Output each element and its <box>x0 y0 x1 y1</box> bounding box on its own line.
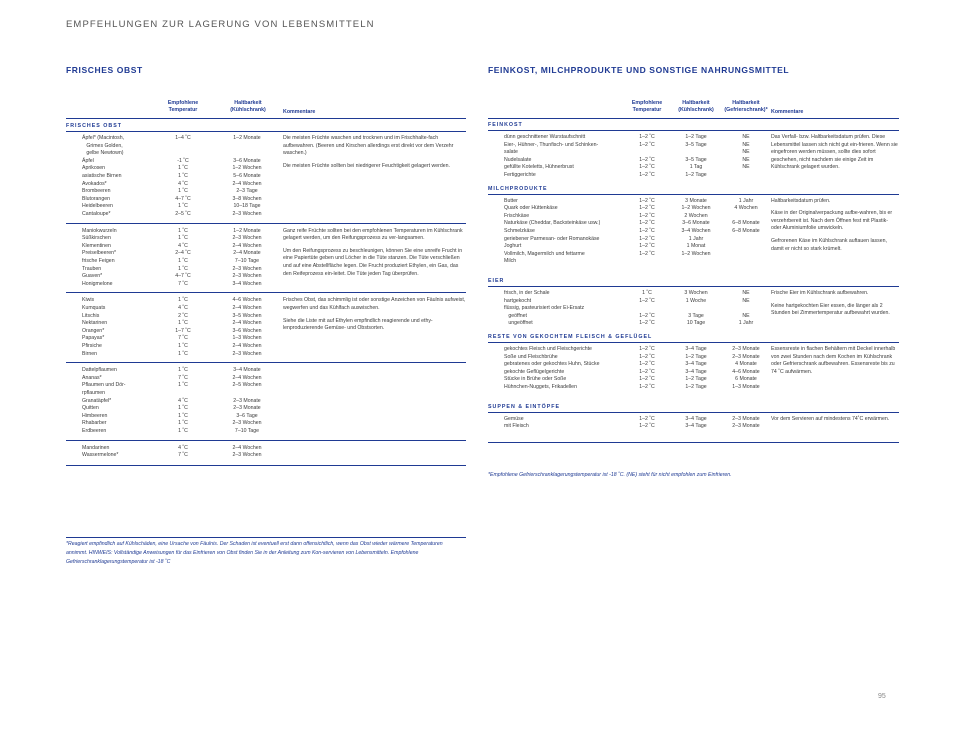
right-header-temp: Empfohlene Temperatur <box>631 100 663 113</box>
left-footnote: *Reagiert empfindlich auf Kühlschäden, eine Ursache von Fäulnis. Der Schaden ist eventuell erst dann offensichtlich, wenn das Obst wieder wärmere Temperaturen annimmt. HINWEIS: Vollständige Anweisungen für das Einfrieren von Obst finden Sie in der Anleitung zum Kon-servieren von Lebensmitteln. Empfohlene Gefrierschranklagerungstemperatur ist -18 ˚C <box>66 541 443 565</box>
freezer-life: 2–3 Monate <box>732 346 760 352</box>
table-row <box>66 367 466 375</box>
temperature: 1 ˚C <box>178 235 188 242</box>
temperature: 1–2 ˚C <box>639 141 655 148</box>
left-header-comment: Kommentare <box>283 109 316 115</box>
freezer-life: 6–8 Monate <box>732 220 760 227</box>
comment-paragraph: Das Verfall- bzw. Haltbarkeitsdatum prüfen. Diese Lebensmittel lassen sich nicht gut ein-frieren. Wenn sie eingefroren werden müssen, sollte dies sofort geschehen, nicht nachdem sie einige Zeit im Kühlschrank gelagert wurden. <box>771 134 898 171</box>
freezer-life: NE <box>742 141 750 148</box>
shelf-life: 7–10 Tage <box>234 257 260 264</box>
temperature: -1 ˚C <box>177 157 189 164</box>
comment <box>283 297 466 337</box>
fruit-name: Litschis <box>82 312 100 319</box>
table-row <box>66 181 466 189</box>
shelf-life: 2–4 Wochen <box>232 320 262 327</box>
fruit-name: Ananas* <box>82 374 102 381</box>
fruit-name: Aprikosen <box>82 165 106 172</box>
fruit-name: Papayas* <box>82 335 105 342</box>
shelf-life: 2–4 Wochen <box>232 180 262 187</box>
fruit-name: Himbeeren <box>82 412 108 419</box>
shelf-life: 10 Tage <box>686 320 706 327</box>
table-row <box>66 390 466 398</box>
table-row <box>488 384 899 392</box>
item-name: Schmelzkäse <box>504 227 535 234</box>
comment <box>283 135 466 175</box>
table-row <box>66 343 466 351</box>
fruit-name: Cantaloupe* <box>82 210 111 217</box>
table-row <box>488 258 899 266</box>
shelf-life: 2 Wochen <box>684 212 708 219</box>
temperature: 2 ˚C <box>178 312 188 319</box>
shelf-life: 3–6 Monate <box>233 157 261 164</box>
left-category: FRISCHES OBST <box>66 123 122 129</box>
item-name: ungeöffnet <box>504 320 533 327</box>
table-row <box>66 428 466 436</box>
temperature: 1–2 ˚C <box>639 320 655 327</box>
shelf-life: 1–2 Monate <box>233 227 261 234</box>
item-name: gefüllte Koteletts, Hühnerbrust <box>504 164 574 171</box>
fruit-name: frische Feigen <box>82 257 115 264</box>
category-rule <box>488 342 899 343</box>
fruit-name: Erdbeeren <box>82 427 107 434</box>
shelf-life: 2–3 Monate <box>233 405 261 412</box>
comment-paragraph: Gefrorenen Käse im Kühlschrank auftauen lassen, damit er nicht so stark krümelt. <box>771 237 887 252</box>
right-section-title: FEINKOST, MILCHPRODUKTE UND SONSTIGE NAHRUNGSMITTEL <box>488 65 790 75</box>
fruit-group <box>66 445 466 460</box>
item-name: Butter <box>504 197 518 204</box>
temperature: 1 ˚C <box>178 172 188 179</box>
temperature: 1 ˚C <box>178 412 188 419</box>
freezer-life: NE <box>742 156 750 163</box>
freezer-life: NE <box>742 149 750 156</box>
temperature: 1 ˚C <box>178 382 188 389</box>
fruit-name: Kiwis <box>82 297 95 304</box>
fruit-name: Süßkirschen <box>82 235 111 242</box>
item-name: Quark oder Hüttenkäse <box>504 205 558 212</box>
fruit-group <box>66 367 466 435</box>
freezer-life: NE <box>742 164 750 171</box>
right-header-freeze: Haltbarkeit (Gefrierschrank)* <box>724 100 768 113</box>
fruit-name: Preiselbeeren* <box>82 250 117 257</box>
right-header-rule <box>488 118 899 119</box>
freezer-life: 6–8 Monate <box>732 227 760 234</box>
left-footnote-rule <box>66 537 466 538</box>
comment-paragraph: Ganz reife Früchte sollten bei den empfohlenen Temperaturen im Kühlschrank gelagert werden, um den Reifungsprozess zu ver-langsamen. <box>283 227 463 242</box>
temperature: 1–2 ˚C <box>639 220 655 227</box>
table-row <box>66 196 466 204</box>
fruit-name: asiatische Birnen <box>82 172 122 179</box>
freezer-life: 1 Jahr <box>738 320 754 327</box>
category-label: RESTE VON GEKOCHTEM FLEISCH & GEFLÜGEL <box>488 334 653 340</box>
comment-paragraph: Vor dem Servieren auf mindestens 74˚C erwärmen. <box>771 415 890 422</box>
temperature: 1–2 ˚C <box>639 415 655 422</box>
freezer-life: NE <box>742 297 750 304</box>
table-end-rule <box>66 465 466 466</box>
comment-paragraph: Die meisten Früchte sollten bei niedrigerer Feuchtigkeit gelagert werden. <box>283 162 450 169</box>
shelf-life: 3 Wochen <box>684 290 708 296</box>
group-divider <box>66 440 466 441</box>
fruit-name: Äpfel <box>82 157 94 164</box>
shelf-life: 3–8 Wochen <box>232 195 262 202</box>
shelf-life: 1–2 Tage <box>685 353 707 360</box>
temperature: 1 ˚C <box>178 188 188 195</box>
freezer-life: 4 Monate <box>735 361 757 368</box>
comment <box>283 228 466 284</box>
shelf-life: 1–2 Wochen <box>681 250 711 257</box>
fruit-name: gelbe Newtown) <box>82 150 124 157</box>
item-name: Soße und Fleischbrühe <box>504 353 558 360</box>
right-footnote: *Empfohlene Gefrierschranklagerungstemperatur ist -18 ˚C. (NE) steht für nicht empfohlen zum Einfrieren. <box>488 472 732 478</box>
fruit-name: Heidelbeeren <box>82 203 113 210</box>
fruit-name: Birnen <box>82 350 97 357</box>
item-name: gebratenes oder gekochtes Huhn, Stücke <box>504 361 600 368</box>
temperature: 1–2 ˚C <box>639 368 655 375</box>
fruit-name: rpflaumen <box>82 389 106 396</box>
temperature: 1–2 ˚C <box>639 212 655 219</box>
temperature: 1–2 ˚C <box>639 423 655 430</box>
shelf-life: 3–5 Tage <box>685 156 707 163</box>
fruit-name: Brombeeren <box>82 188 111 195</box>
comment <box>771 346 899 381</box>
shelf-life: 3–5 Wochen <box>232 312 262 319</box>
shelf-life: 2–3 Wochen <box>232 273 262 280</box>
item-name: gekochte Geflügelgerichte <box>504 368 565 375</box>
comment-paragraph: Käse in der Originalverpackung aufbe-wahren, bis er verzehrbereit ist. Nach dem Öffnen fest mit Plastik- oder Aluminiumfolie umwickeln. <box>771 210 893 232</box>
fruit-name: Quitten <box>82 405 99 412</box>
temperature: 1 ˚C <box>178 227 188 234</box>
shelf-life: 2–3 Monate <box>233 397 261 404</box>
shelf-life: 1 Tag <box>689 164 703 171</box>
fruit-name: Blutorangen <box>82 195 110 202</box>
comment <box>771 416 899 429</box>
table-row <box>66 375 466 383</box>
temperature: 1–2 ˚C <box>639 346 655 352</box>
freezer-life: 6 Monate <box>735 376 757 383</box>
temperature: 1–4 ˚C <box>175 135 191 141</box>
temperature: 1 ˚C <box>178 297 188 304</box>
temperature: 1 ˚C <box>178 350 188 357</box>
left-table <box>66 100 466 490</box>
fruit-name: Pfirsiche <box>82 342 102 349</box>
item-name: frisch, in der Schale <box>504 290 550 296</box>
table-row <box>66 398 466 406</box>
group-divider <box>66 223 466 224</box>
shelf-life: 3–6 Monate <box>682 220 710 227</box>
item-name: dünn geschnittener Wurstaufschnitt <box>504 134 586 140</box>
shelf-life: 3–5 Tage <box>685 141 707 148</box>
shelf-life: 2–3 Wochen <box>232 265 262 272</box>
item-name: Naturkäse (Cheddar, Backsteinkäse usw.) <box>504 220 601 227</box>
freezer-life: 4 Wochen <box>734 205 758 212</box>
shelf-life: 3–4 Wochen <box>681 227 711 234</box>
shelf-life: 1–2 Wochen <box>681 205 711 212</box>
fruit-name: Dattelpflaumen <box>82 367 117 374</box>
left-category-rule <box>66 131 466 132</box>
temperature: 1 ˚C <box>178 367 188 374</box>
temperature: 1–2 ˚C <box>639 361 655 368</box>
shelf-life: 1–3 Wochen <box>232 335 262 342</box>
comment <box>771 134 899 177</box>
right-table <box>488 100 899 472</box>
fruit-name: Grimes Golden, <box>82 142 123 149</box>
comment-paragraph: Frisches Obst, das schimmlig ist oder sonstige Anzeichen von Fäulnis aufweist, wegwerfen und das Kühlfach auswischen. <box>283 297 466 311</box>
fruit-name: Guaven* <box>82 273 103 280</box>
temperature: 1 ˚C <box>178 427 188 434</box>
temperature: 1–2 ˚C <box>639 383 655 390</box>
temperature: 2–4 ˚C <box>175 250 191 257</box>
fruit-name: Mandarinen <box>82 444 110 451</box>
table-row <box>66 413 466 421</box>
freezer-life: 1–3 Monate <box>732 383 760 390</box>
comment-paragraph: Um den Reifungsprozess zu beschleunigen, können Sie eine unreife Frucht in eine Papiertüte geben und Löcher in die Tüte stanzen. Die Tüte verschließen und auf eine Abstellfläche legen. Die Frucht produziert Ethylen, ein Gas, das den Reifeprozess ein-leitet. Die Tüte jeden Tag überprüfen. <box>283 247 463 277</box>
shelf-life: 3–6 Wochen <box>232 327 262 334</box>
group-divider <box>66 292 466 293</box>
comment-paragraph: Frische Eier im Kühlschrank aufbewahren. <box>771 290 869 296</box>
item-name: mit Fleisch <box>504 423 529 430</box>
shelf-life: 2–4 Wochen <box>232 242 262 249</box>
temperature: 1–2 ˚C <box>639 164 655 171</box>
item-name: Stücke in Brühe oder Soße <box>504 376 567 383</box>
temperature: 1–2 ˚C <box>639 250 655 257</box>
shelf-life: 3–4 Tage <box>685 423 707 430</box>
freezer-life: 2–3 Monate <box>732 415 760 422</box>
item-name: Gemüse <box>504 415 524 422</box>
temperature: 1–2 ˚C <box>639 376 655 383</box>
fruit-name: Klementinen <box>82 242 111 249</box>
comment <box>771 290 899 323</box>
temperature: 1–7 ˚C <box>175 327 191 334</box>
shelf-life: 1 Woche <box>685 297 707 304</box>
temperature: 1–2 ˚C <box>639 227 655 234</box>
shelf-life: 3–4 Monate <box>233 367 261 374</box>
comment-paragraph: Siehe die Liste mit auf Ethylen empfindlich reagierende und ethy-lenproduzierende Gemüse- und Obstsorten. <box>283 317 433 332</box>
page-title: EMPFEHLUNGEN ZUR LAGERUNG VON LEBENSMITTELN <box>66 19 375 30</box>
item-name: Joghurt <box>504 243 522 250</box>
temperature: 1 ˚C <box>178 320 188 327</box>
temperature: 1–2 ˚C <box>639 156 655 163</box>
item-name: Nudelsalate <box>504 156 532 163</box>
fruit-name: Avokados* <box>82 180 107 187</box>
shelf-life: 3–4 Tage <box>685 415 707 422</box>
temperature: 1 ˚C <box>178 420 188 427</box>
category-rule <box>488 194 899 195</box>
fruit-name: Äpfel* (Macintosh, <box>82 135 125 141</box>
left-header-shelf: Haltbarkeit (Kühlschrank) <box>230 100 266 113</box>
item-name: salate <box>504 149 518 156</box>
temperature: 7 ˚C <box>178 280 188 287</box>
shelf-life: 1–2 Tage <box>685 383 707 390</box>
freezer-life: NE <box>742 312 750 319</box>
table-row <box>66 211 466 219</box>
item-name: geriebener Parmesan- oder Romanokäse <box>504 235 600 242</box>
temperature: 1–2 ˚C <box>639 353 655 360</box>
category-rule <box>488 412 899 413</box>
temperature: 7 ˚C <box>178 374 188 381</box>
category-label: MILCHPRODUKTE <box>488 185 548 192</box>
shelf-life: 2–3 Wochen <box>232 235 262 242</box>
shelf-life: 2–5 Wochen <box>232 382 262 389</box>
temperature: 1–2 ˚C <box>639 205 655 212</box>
shelf-life: 5–6 Monate <box>233 172 261 179</box>
group-divider <box>66 362 466 363</box>
item-name: Frischkäse <box>504 212 530 219</box>
freezer-life: 2–3 Monate <box>732 423 760 430</box>
freezer-life: NE <box>742 134 750 140</box>
temperature: 1–2 ˚C <box>639 243 655 250</box>
fruit-name: Honigmelone <box>82 280 113 287</box>
left-header-temp: Empfohlene Temperatur <box>167 100 199 113</box>
temperature: 1 ˚C <box>178 342 188 349</box>
temperature: 4 ˚C <box>178 180 188 187</box>
shelf-life: 3–4 Wochen <box>232 280 262 287</box>
temperature: 1 ˚C <box>178 265 188 272</box>
shelf-life: 1–2 Wochen <box>232 165 262 172</box>
right-header-shelf: Haltbarkeit (Kühlschrank) <box>678 100 714 113</box>
table-row <box>66 452 466 460</box>
temperature: 1 ˚C <box>178 405 188 412</box>
shelf-life: 1 Monat <box>686 243 706 250</box>
shelf-life: 1 Jahr <box>688 235 704 242</box>
left-header-rule <box>66 118 466 119</box>
fruit-name: Pflaumen und Dör- <box>82 382 126 389</box>
comment-paragraph: Essensreste in flachen Behältern mit Deckel innerhalb von zwei Stunden nach dem Kochen im Kühlschrank oder Gefrierschrank aufbewahren. Essensreste bis zu 74 ˚C aufwärmen. <box>771 346 896 375</box>
temperature: 4 ˚C <box>178 242 188 249</box>
fruit-name: Trauben <box>82 265 102 272</box>
shelf-life: 1–2 Monate <box>233 135 261 141</box>
temperature: 2–5 ˚C <box>175 210 191 217</box>
temperature: 1 ˚C <box>178 165 188 172</box>
shelf-life: 2–3 Wochen <box>232 350 262 357</box>
temperature: 7 ˚C <box>178 335 188 342</box>
table-row <box>66 203 466 211</box>
table-row <box>66 351 466 359</box>
temperature: 4 ˚C <box>178 304 188 311</box>
shelf-life: 2–4 Wochen <box>232 444 262 451</box>
temperature: 4 ˚C <box>178 397 188 404</box>
freezer-life: 4–6 Monate <box>732 368 760 375</box>
shelf-life: 10–18 Tage <box>233 203 261 210</box>
shelf-life: 2–4 Wochen <box>232 342 262 349</box>
shelf-life: 2–4 Monate <box>233 250 261 257</box>
category-rule <box>488 286 899 287</box>
shelf-life: 3–4 Tage <box>685 346 707 352</box>
shelf-life: 2–3 Tage <box>236 188 258 195</box>
item-name: flüssig, pasteurisiert oder Ei-Ersatz <box>504 305 585 312</box>
shelf-life: 2–4 Wochen <box>232 374 262 381</box>
item-name: Milch <box>504 258 517 265</box>
item-name: hartgekocht <box>504 297 532 304</box>
temperature: 4 ˚C <box>178 444 188 451</box>
table-row <box>66 445 466 453</box>
shelf-life: 3 Monate <box>685 197 707 204</box>
item-name: Fertiggerichte <box>504 171 536 178</box>
temperature: 1–2 ˚C <box>639 312 655 319</box>
shelf-life: 2–3 Wochen <box>232 210 262 217</box>
item-name: Eier-, Hühner-, Thunfisch- und Schinken- <box>504 141 599 148</box>
right-header-comment: Kommentare <box>771 109 804 115</box>
table-row <box>66 188 466 196</box>
fruit-name: Wassermelone* <box>82 452 119 459</box>
freezer-life: 1 Jahr <box>738 197 754 204</box>
temperature: 1 ˚C <box>642 290 652 296</box>
shelf-life: 7–10 Tage <box>234 427 260 434</box>
left-section-title: FRISCHES OBST <box>66 65 143 75</box>
shelf-life: 3–4 Tage <box>685 361 707 368</box>
category-label: FEINKOST <box>488 122 523 128</box>
category-rule <box>488 130 899 131</box>
category-label: SUPPEN & EINTÖPFE <box>488 403 561 410</box>
table-end-rule <box>488 442 899 443</box>
shelf-life: 3–4 Tage <box>685 368 707 375</box>
fruit-name: Kumquats <box>82 304 106 311</box>
temperature: 4–7 ˚C <box>175 273 191 280</box>
shelf-life: 1–2 Tage <box>685 134 707 140</box>
temperature: 1–2 ˚C <box>639 297 655 304</box>
temperature: 4–7 ˚C <box>175 195 191 202</box>
table-row <box>66 382 466 390</box>
shelf-life: 4–6 Wochen <box>232 297 262 304</box>
page-number: 95 <box>878 693 886 700</box>
table-row <box>66 420 466 428</box>
item-name: Hühnchen-Nuggets, Frikadellen <box>504 383 577 390</box>
shelf-life: 3–6 Tage <box>236 412 258 419</box>
fruit-name: Rhabarber <box>82 420 107 427</box>
shelf-life: 1–2 Tage <box>685 171 707 178</box>
category-label: EIER <box>488 278 505 284</box>
comment-paragraph: Haltbarkeitsdatum prüfen. <box>771 197 831 204</box>
shelf-life: 3 Tage <box>688 312 704 319</box>
item-name: gekochtes Fleisch und Fleischgerichte <box>504 346 592 352</box>
temperature: 7 ˚C <box>178 452 188 459</box>
temperature: 1 ˚C <box>178 203 188 210</box>
shelf-life: 2–4 Wochen <box>232 304 262 311</box>
table-row <box>66 405 466 413</box>
fruit-name: Nektarinen <box>82 320 108 327</box>
temperature: 1–2 ˚C <box>639 171 655 178</box>
temperature: 1–2 ˚C <box>639 235 655 242</box>
shelf-life: 2–3 Wochen <box>232 452 262 459</box>
freezer-life: NE <box>742 290 750 296</box>
freezer-life: 2–3 Monate <box>732 353 760 360</box>
comment-paragraph: Die meisten Früchte waschen und trocknen und im Frischhalte-fach aufbewahren. (Beeren und Kirschen allerdings erst direkt vor dem Verzehr waschen.) <box>283 135 454 157</box>
comment-paragraph: Keine hartgekochten Eier essen, die länger als 2 Stunden bei Zimmertemperatur aufbewahrt wurden. <box>771 302 890 317</box>
temperature: 1–2 ˚C <box>639 134 655 140</box>
fruit-name: Granatäpfel* <box>82 397 112 404</box>
shelf-life: 1–2 Tage <box>685 376 707 383</box>
item-name: Vollmilch, Magermilch und fettarme <box>504 250 585 257</box>
temperature: 1–2 ˚C <box>639 197 655 204</box>
comment <box>771 198 899 259</box>
shelf-life: 2–3 Wochen <box>232 420 262 427</box>
item-name: geöffnet <box>504 312 527 319</box>
temperature: 1 ˚C <box>178 257 188 264</box>
fruit-name: Maniokwurzeln <box>82 227 117 234</box>
fruit-name: Orangen* <box>82 327 105 334</box>
